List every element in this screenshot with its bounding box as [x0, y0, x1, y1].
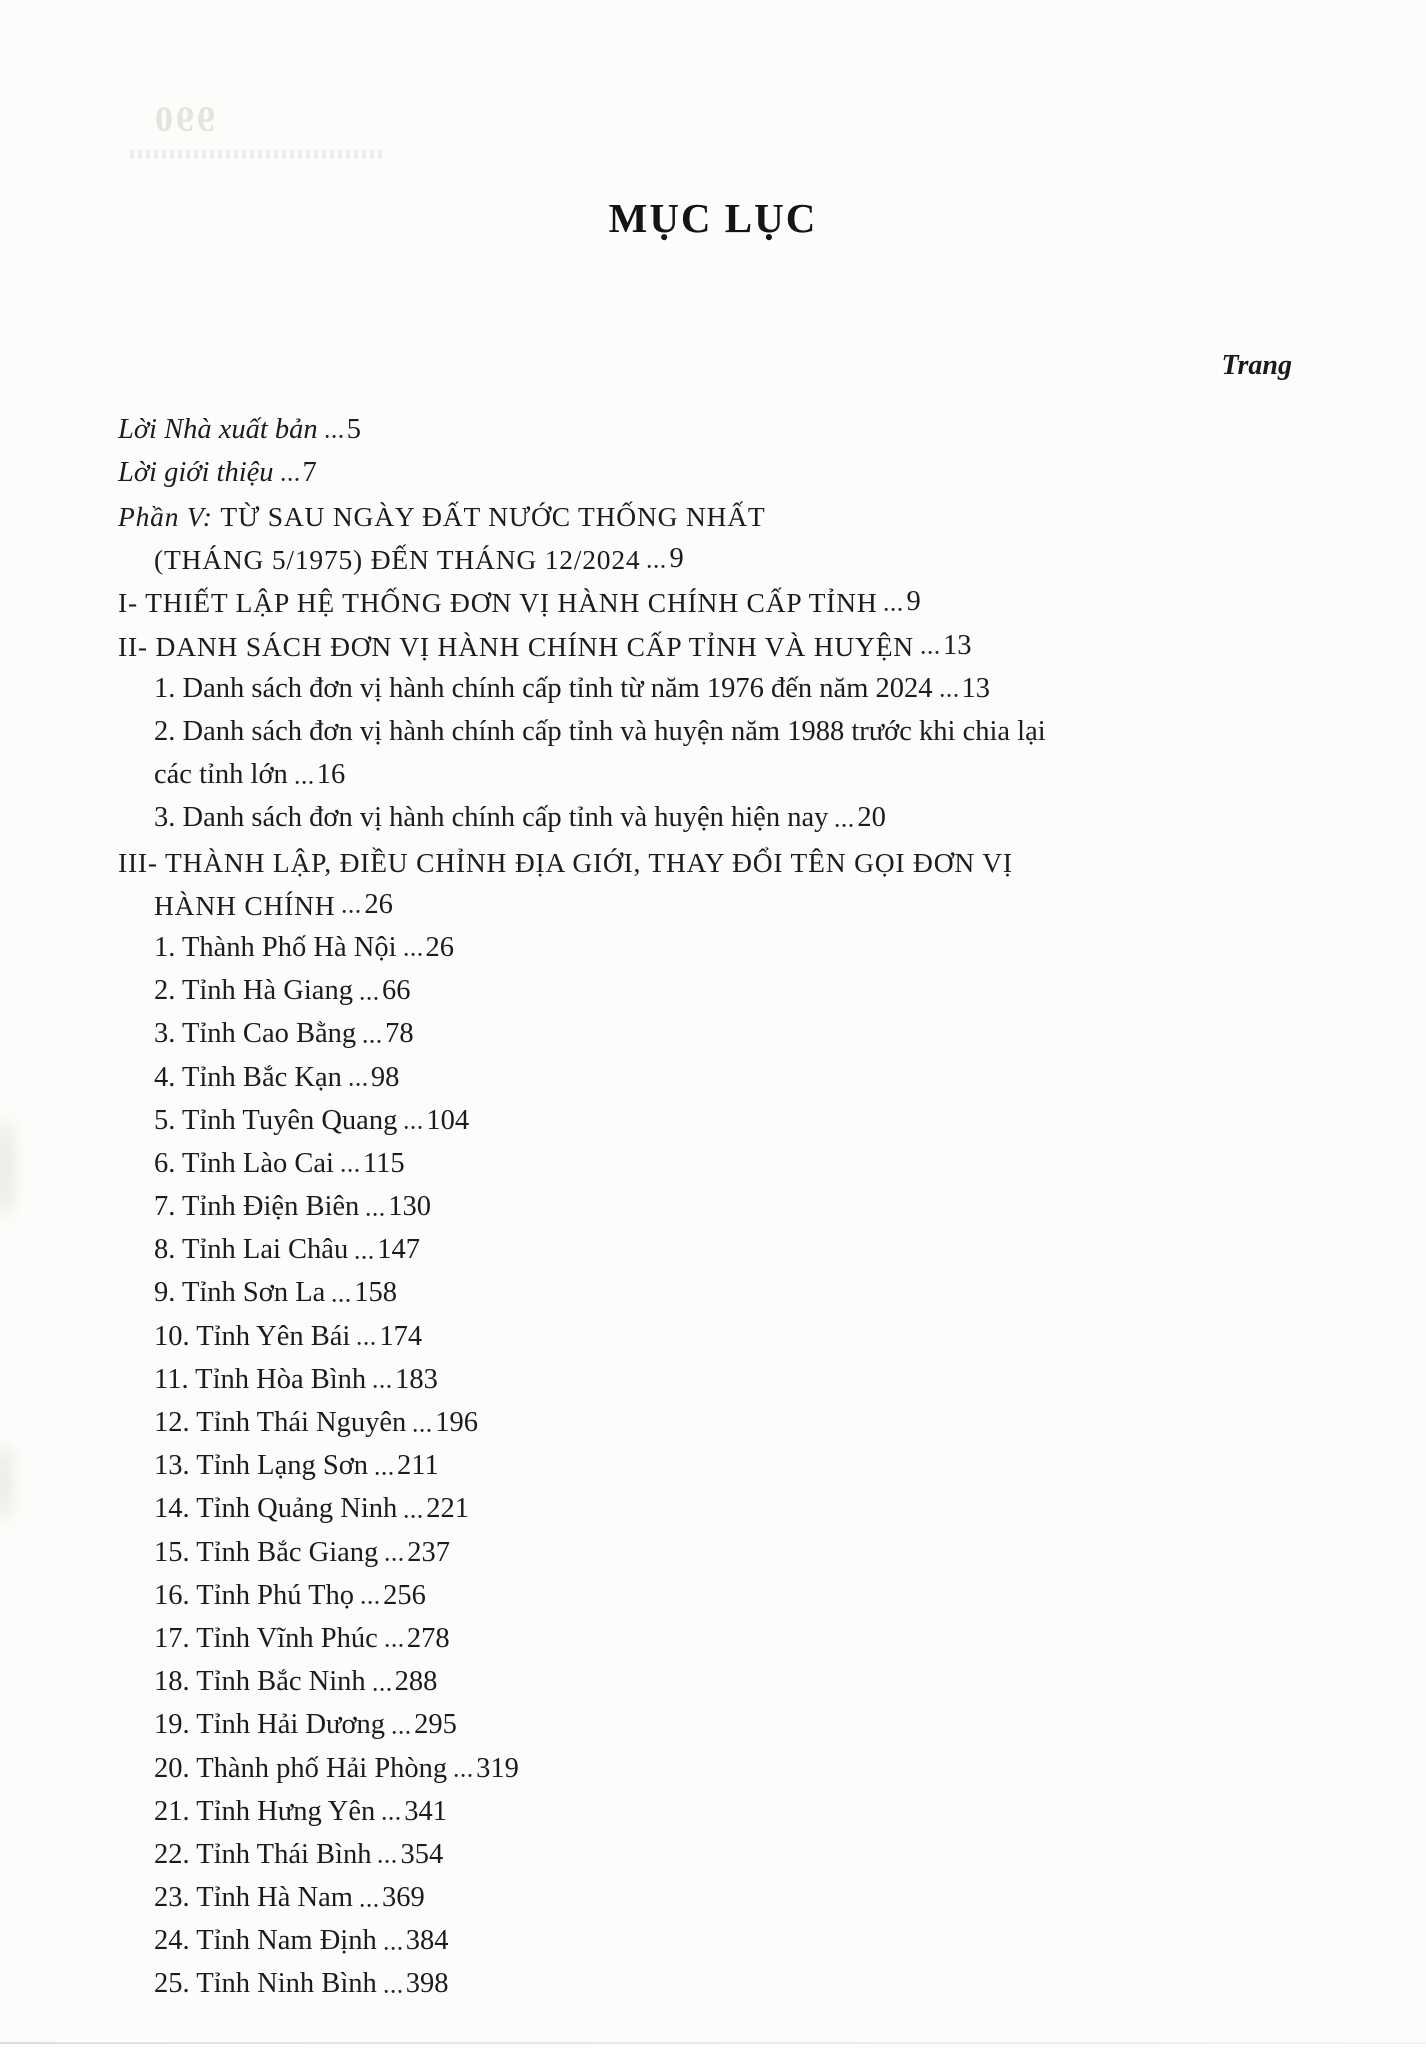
- toc-row: [118, 833, 1294, 876]
- toc-entry-page: 211: [397, 1450, 439, 1482]
- dot-leader: [382, 1816, 400, 1821]
- dot-leader: [378, 1859, 396, 1864]
- toc-row: [118, 1308, 1294, 1351]
- toc-row: [118, 1481, 1294, 1524]
- toc-row: [118, 1092, 1294, 1135]
- dot-leader: [281, 477, 299, 482]
- dot-leader: [332, 1298, 350, 1303]
- toc-entry-label: 11. Tỉnh Hòa Bình: [154, 1363, 367, 1395]
- toc-entry-page: 16: [316, 759, 346, 791]
- toc-entry-page: 369: [381, 1882, 425, 1914]
- toc-row: [118, 1913, 1294, 1956]
- toc-entry-label: 23. Tỉnh Hà Nam: [154, 1882, 353, 1914]
- dot-leader: [342, 909, 360, 914]
- toc-entry-page: 20: [857, 802, 886, 834]
- toc-row: [118, 531, 1294, 574]
- page-title: MỤC LỤC: [608, 195, 818, 241]
- toc-row: [118, 1567, 1294, 1610]
- toc-entry-page: 183: [395, 1363, 438, 1395]
- showthrough-mark: 990: [152, 99, 215, 139]
- dot-leader: [404, 952, 422, 957]
- toc-entry-page: 237: [407, 1536, 451, 1568]
- dot-leader: [647, 564, 665, 569]
- toc-entry-page: 278: [406, 1622, 450, 1654]
- toc-entry-page: 174: [379, 1320, 423, 1352]
- toc-entry-label: HÀNH CHÍNH: [154, 889, 336, 921]
- toc-entry-label: 21. Tỉnh Hưng Yên: [154, 1795, 376, 1827]
- dot-leader: [363, 1039, 381, 1044]
- toc-entry-page: 158: [354, 1277, 398, 1309]
- showthrough-strip: [130, 150, 385, 159]
- toc-entry-page: 130: [388, 1191, 432, 1223]
- toc-entry-label: 1. Danh sách đơn vị hành chính cấp tỉnh từ năm 1976 đến năm 2024: [154, 672, 933, 704]
- toc-row: [118, 790, 1294, 833]
- toc-entry-label: 5. Tỉnh Tuyên Quang: [154, 1104, 398, 1136]
- scan-smudge: [0, 1445, 12, 1520]
- toc-row: [118, 660, 1294, 703]
- toc-row: [118, 1351, 1294, 1394]
- toc-row: [118, 1394, 1294, 1437]
- dot-leader: [940, 693, 958, 698]
- toc-entry-label: 6. Tỉnh Lào Cai: [154, 1147, 334, 1179]
- toc-entry-page: 196: [435, 1407, 479, 1438]
- toc-entry-page: 13: [942, 629, 972, 661]
- toc-entry-label: 2. Danh sách đơn vị hành chính cấp tỉnh và huyện năm 1988 trước khi chia lại: [154, 716, 1046, 747]
- toc-entry-label: các tỉnh lớn: [154, 759, 288, 791]
- toc-entry-label: 4. Tỉnh Bắc Kạn: [154, 1061, 342, 1093]
- dot-leader: [341, 1168, 359, 1173]
- toc-entry-page: 398: [405, 1968, 449, 2000]
- toc-entry-label: III- THÀNH LẬP, ĐIỀU CHỈNH ĐỊA GIỚI, THAY ĐỔI TÊN GỌI ĐƠN VỊ: [118, 846, 1013, 878]
- toc-row: [118, 1697, 1294, 1740]
- toc-entry-page: 66: [381, 975, 411, 1007]
- dot-leader: [360, 1903, 378, 1908]
- dot-leader: [384, 1946, 402, 1951]
- dot-leader: [366, 1212, 384, 1217]
- toc-entry-page: 5: [346, 413, 361, 445]
- toc-row: [118, 747, 1294, 790]
- toc-row: [118, 1783, 1294, 1826]
- toc-entry-page: 9: [669, 543, 684, 575]
- dot-leader: [404, 1125, 422, 1130]
- toc-row: [118, 1740, 1294, 1783]
- scan-edge-line: [0, 2042, 1426, 2044]
- dot-leader: [295, 780, 313, 785]
- toc-row: [118, 1610, 1294, 1653]
- dot-leader: [355, 1255, 373, 1260]
- dot-leader: [404, 1514, 422, 1519]
- toc-entry-prefix: Phần V:: [118, 501, 221, 533]
- toc-entry-page: 9: [906, 586, 921, 618]
- toc-row: [118, 1956, 1294, 1999]
- scan-smudge: [0, 1120, 14, 1215]
- toc-entry-page: 115: [362, 1147, 405, 1179]
- toc-entry-label: TỪ SAU NGÀY ĐẤT NƯỚC THỐNG NHẤT: [220, 501, 766, 533]
- toc-row: [118, 487, 1294, 533]
- toc-entry-page: 98: [370, 1061, 400, 1093]
- toc-row: [118, 962, 1294, 1005]
- toc-entry-page: 288: [394, 1666, 438, 1698]
- toc-entry-label: 20. Thành phố Hải Phòng: [154, 1752, 448, 1784]
- toc-row: [118, 1135, 1294, 1178]
- toc-entry-label: II- DANH SÁCH ĐƠN VỊ HÀNH CHÍNH CẤP TỈNH VÀ HUYỆN: [118, 630, 914, 662]
- toc-entry-label: 1. Thành Phố Hà Nội: [154, 931, 397, 963]
- toc-row: [118, 444, 1294, 487]
- toc-entry-label: 3. Danh sách đơn vị hành chính cấp tỉnh và huyện hiện nay: [154, 802, 829, 834]
- toc-entry-label: 22. Tỉnh Thái Bình: [154, 1838, 372, 1870]
- toc-row: [118, 617, 1294, 660]
- toc-row: [118, 919, 1294, 962]
- toc-entry-page: 26: [364, 888, 393, 920]
- toc-entry-label: 3. Tỉnh Cao Bằng: [154, 1018, 357, 1050]
- toc-row: [118, 1049, 1294, 1092]
- toc-entry-page: 221: [426, 1493, 470, 1525]
- dot-leader: [373, 1384, 391, 1389]
- dot-leader: [325, 434, 343, 439]
- dot-leader: [375, 1471, 393, 1476]
- toc-entry-page: 147: [377, 1234, 420, 1266]
- dot-leader: [454, 1773, 472, 1778]
- toc-entry-page: 78: [385, 1018, 414, 1050]
- toc-entry-page: 295: [414, 1709, 457, 1741]
- toc-list: [118, 401, 1294, 1999]
- dot-leader: [360, 996, 378, 1001]
- toc-row: [118, 1265, 1294, 1308]
- dot-leader: [392, 1730, 410, 1735]
- dot-leader: [835, 823, 853, 828]
- dot-leader: [884, 607, 902, 612]
- toc-entry-label: (THÁNG 5/1975) ĐẾN THÁNG 12/2024: [154, 544, 641, 576]
- toc-entry-label: 15. Tỉnh Bắc Giang: [154, 1536, 379, 1568]
- toc-entry-page: 7: [302, 456, 317, 488]
- toc-row: [118, 574, 1294, 617]
- dot-leader: [349, 1082, 367, 1087]
- toc-row: [118, 1524, 1294, 1567]
- dot-leader: [384, 1989, 402, 1994]
- dot-leader: [361, 1600, 379, 1605]
- toc-entry-label: 10. Tỉnh Yên Bái: [154, 1320, 351, 1352]
- dot-leader: [385, 1643, 403, 1648]
- toc-row: [118, 1869, 1294, 1912]
- toc-entry-page: 319: [476, 1752, 519, 1784]
- toc-row: [118, 876, 1294, 919]
- toc-row: [118, 1006, 1294, 1049]
- toc-entry-page: 26: [425, 931, 455, 963]
- toc-entry-label: Lời Nhà xuất bản: [118, 413, 318, 445]
- toc-entry-label: I- THIẾT LẬP HỆ THỐNG ĐƠN VỊ HÀNH CHÍNH CẤP TỈNH: [118, 587, 878, 619]
- toc-entry-label: 9. Tỉnh Sơn La: [154, 1277, 326, 1309]
- toc-row: [118, 703, 1294, 746]
- toc-entry-page: 354: [400, 1838, 444, 1870]
- toc-row: [118, 1438, 1294, 1481]
- toc-entry-label: 24. Tỉnh Nam Định: [154, 1925, 377, 1957]
- toc-entry-page: 256: [383, 1579, 426, 1611]
- toc-row: [118, 1653, 1294, 1696]
- toc-entry-label: 2. Tỉnh Hà Giang: [154, 975, 353, 1007]
- dot-leader: [413, 1428, 431, 1433]
- dot-leader: [373, 1687, 391, 1692]
- toc-entry-page: 341: [404, 1795, 448, 1827]
- toc-row: [118, 1222, 1294, 1265]
- toc-entry-label: 7. Tỉnh Điện Biên: [154, 1191, 360, 1223]
- dot-leader: [921, 650, 939, 655]
- page-number-column-header: Trang: [1221, 350, 1292, 381]
- toc-entry-page: 13: [961, 672, 990, 704]
- toc-entry-label: 19. Tỉnh Hải Dương: [154, 1709, 386, 1741]
- dot-leader: [385, 1557, 403, 1562]
- toc-row: [118, 401, 1294, 444]
- toc-entry-label: 12. Tỉnh Thái Nguyên: [154, 1407, 407, 1438]
- toc-entry-label: 16. Tỉnh Phú Thọ: [154, 1579, 355, 1611]
- toc-entry-label: 8. Tỉnh Lai Châu: [154, 1234, 349, 1266]
- toc-row: [118, 1826, 1294, 1869]
- toc-row: [118, 1178, 1294, 1221]
- toc-entry-label: 18. Tỉnh Bắc Ninh: [154, 1666, 366, 1698]
- toc-entry-label: 17. Tỉnh Vĩnh Phúc: [154, 1622, 378, 1654]
- toc-entry-label: Lời giới thiệu: [118, 456, 274, 488]
- toc-entry-label: 13. Tỉnh Lạng Sơn: [154, 1450, 369, 1482]
- toc-entry-label: 14. Tỉnh Quảng Ninh: [154, 1493, 398, 1525]
- toc-entry-page: 104: [426, 1104, 470, 1136]
- toc-entry-page: 384: [405, 1925, 449, 1957]
- dot-leader: [357, 1341, 375, 1346]
- toc-entry-label: 25. Tỉnh Ninh Bình: [154, 1968, 377, 2000]
